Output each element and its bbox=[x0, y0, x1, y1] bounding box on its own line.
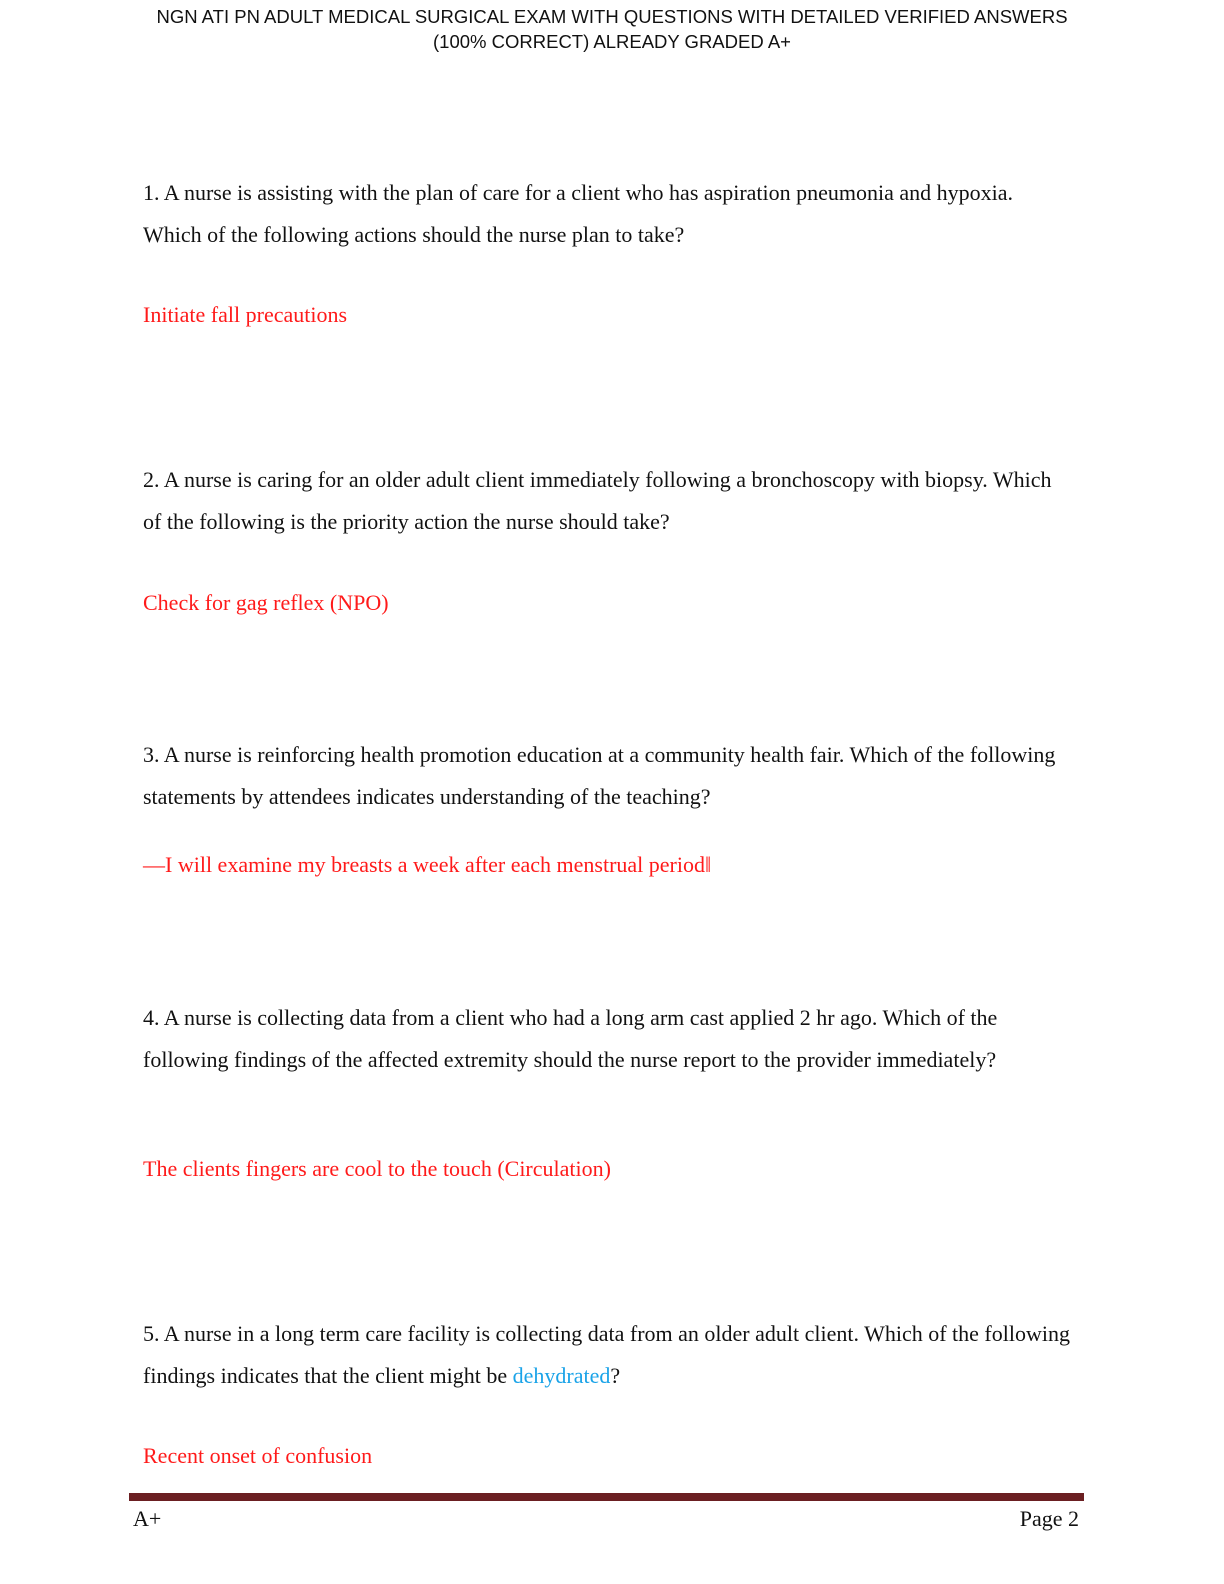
header-title-line-2: (100% CORRECT) ALREADY GRADED A+ bbox=[433, 31, 791, 52]
question-1-answer: Initiate fall precautions bbox=[143, 302, 348, 327]
question-2-answer: Check for gag reflex (NPO) bbox=[143, 590, 389, 615]
footer-left-text: A+ bbox=[133, 1506, 162, 1531]
footer-rule bbox=[129, 1493, 1084, 1501]
question-5-answer: Recent onset of confusion bbox=[143, 1443, 373, 1468]
question-5-text-start: 5. A nurse in a long term care facility is collecting data from an older adult client. Which of the following findings indicates that the client might be bbox=[143, 1321, 1070, 1388]
dehydrated-link[interactable]: dehydrated bbox=[512, 1362, 611, 1388]
page-header bbox=[0, 4, 1224, 54]
question-3-answer: —I will examine my breasts a week after each menstrual period‖ bbox=[143, 852, 712, 877]
question-3-text: 3. A nurse is reinforcing health promotion education at a community health fair. Which of the following statements by attendees indicates understanding of the teaching? bbox=[143, 742, 1056, 809]
question-5-text-end: ? bbox=[610, 1362, 621, 1388]
question-1-text: 1. A nurse is assisting with the plan of care for a client who has aspiration pneumonia and hypoxia. Which of the following actions should the nurse plan to take? bbox=[143, 180, 1014, 247]
question-4-answer: The clients fingers are cool to the touch (Circulation) bbox=[143, 1156, 611, 1181]
question-5-text bbox=[143, 1313, 1073, 1396]
question-2-text: 2. A nurse is caring for an older adult client immediately following a bronchoscopy with biopsy. Which of the following is the priority action the nurse should take? bbox=[143, 467, 1052, 534]
page-number: Page 2 bbox=[1019, 1506, 1079, 1531]
header-title-line-1: NGN ATI PN ADULT MEDICAL SURGICAL EXAM WITH QUESTIONS WITH DETAILED VERIFIED ANSWERS bbox=[156, 6, 1068, 27]
question-4-text: 4. A nurse is collecting data from a client who had a long arm cast applied 2 hr ago. Which of the following findings of the affected extremity should the nurse report to the provider immediately? bbox=[143, 1005, 998, 1072]
